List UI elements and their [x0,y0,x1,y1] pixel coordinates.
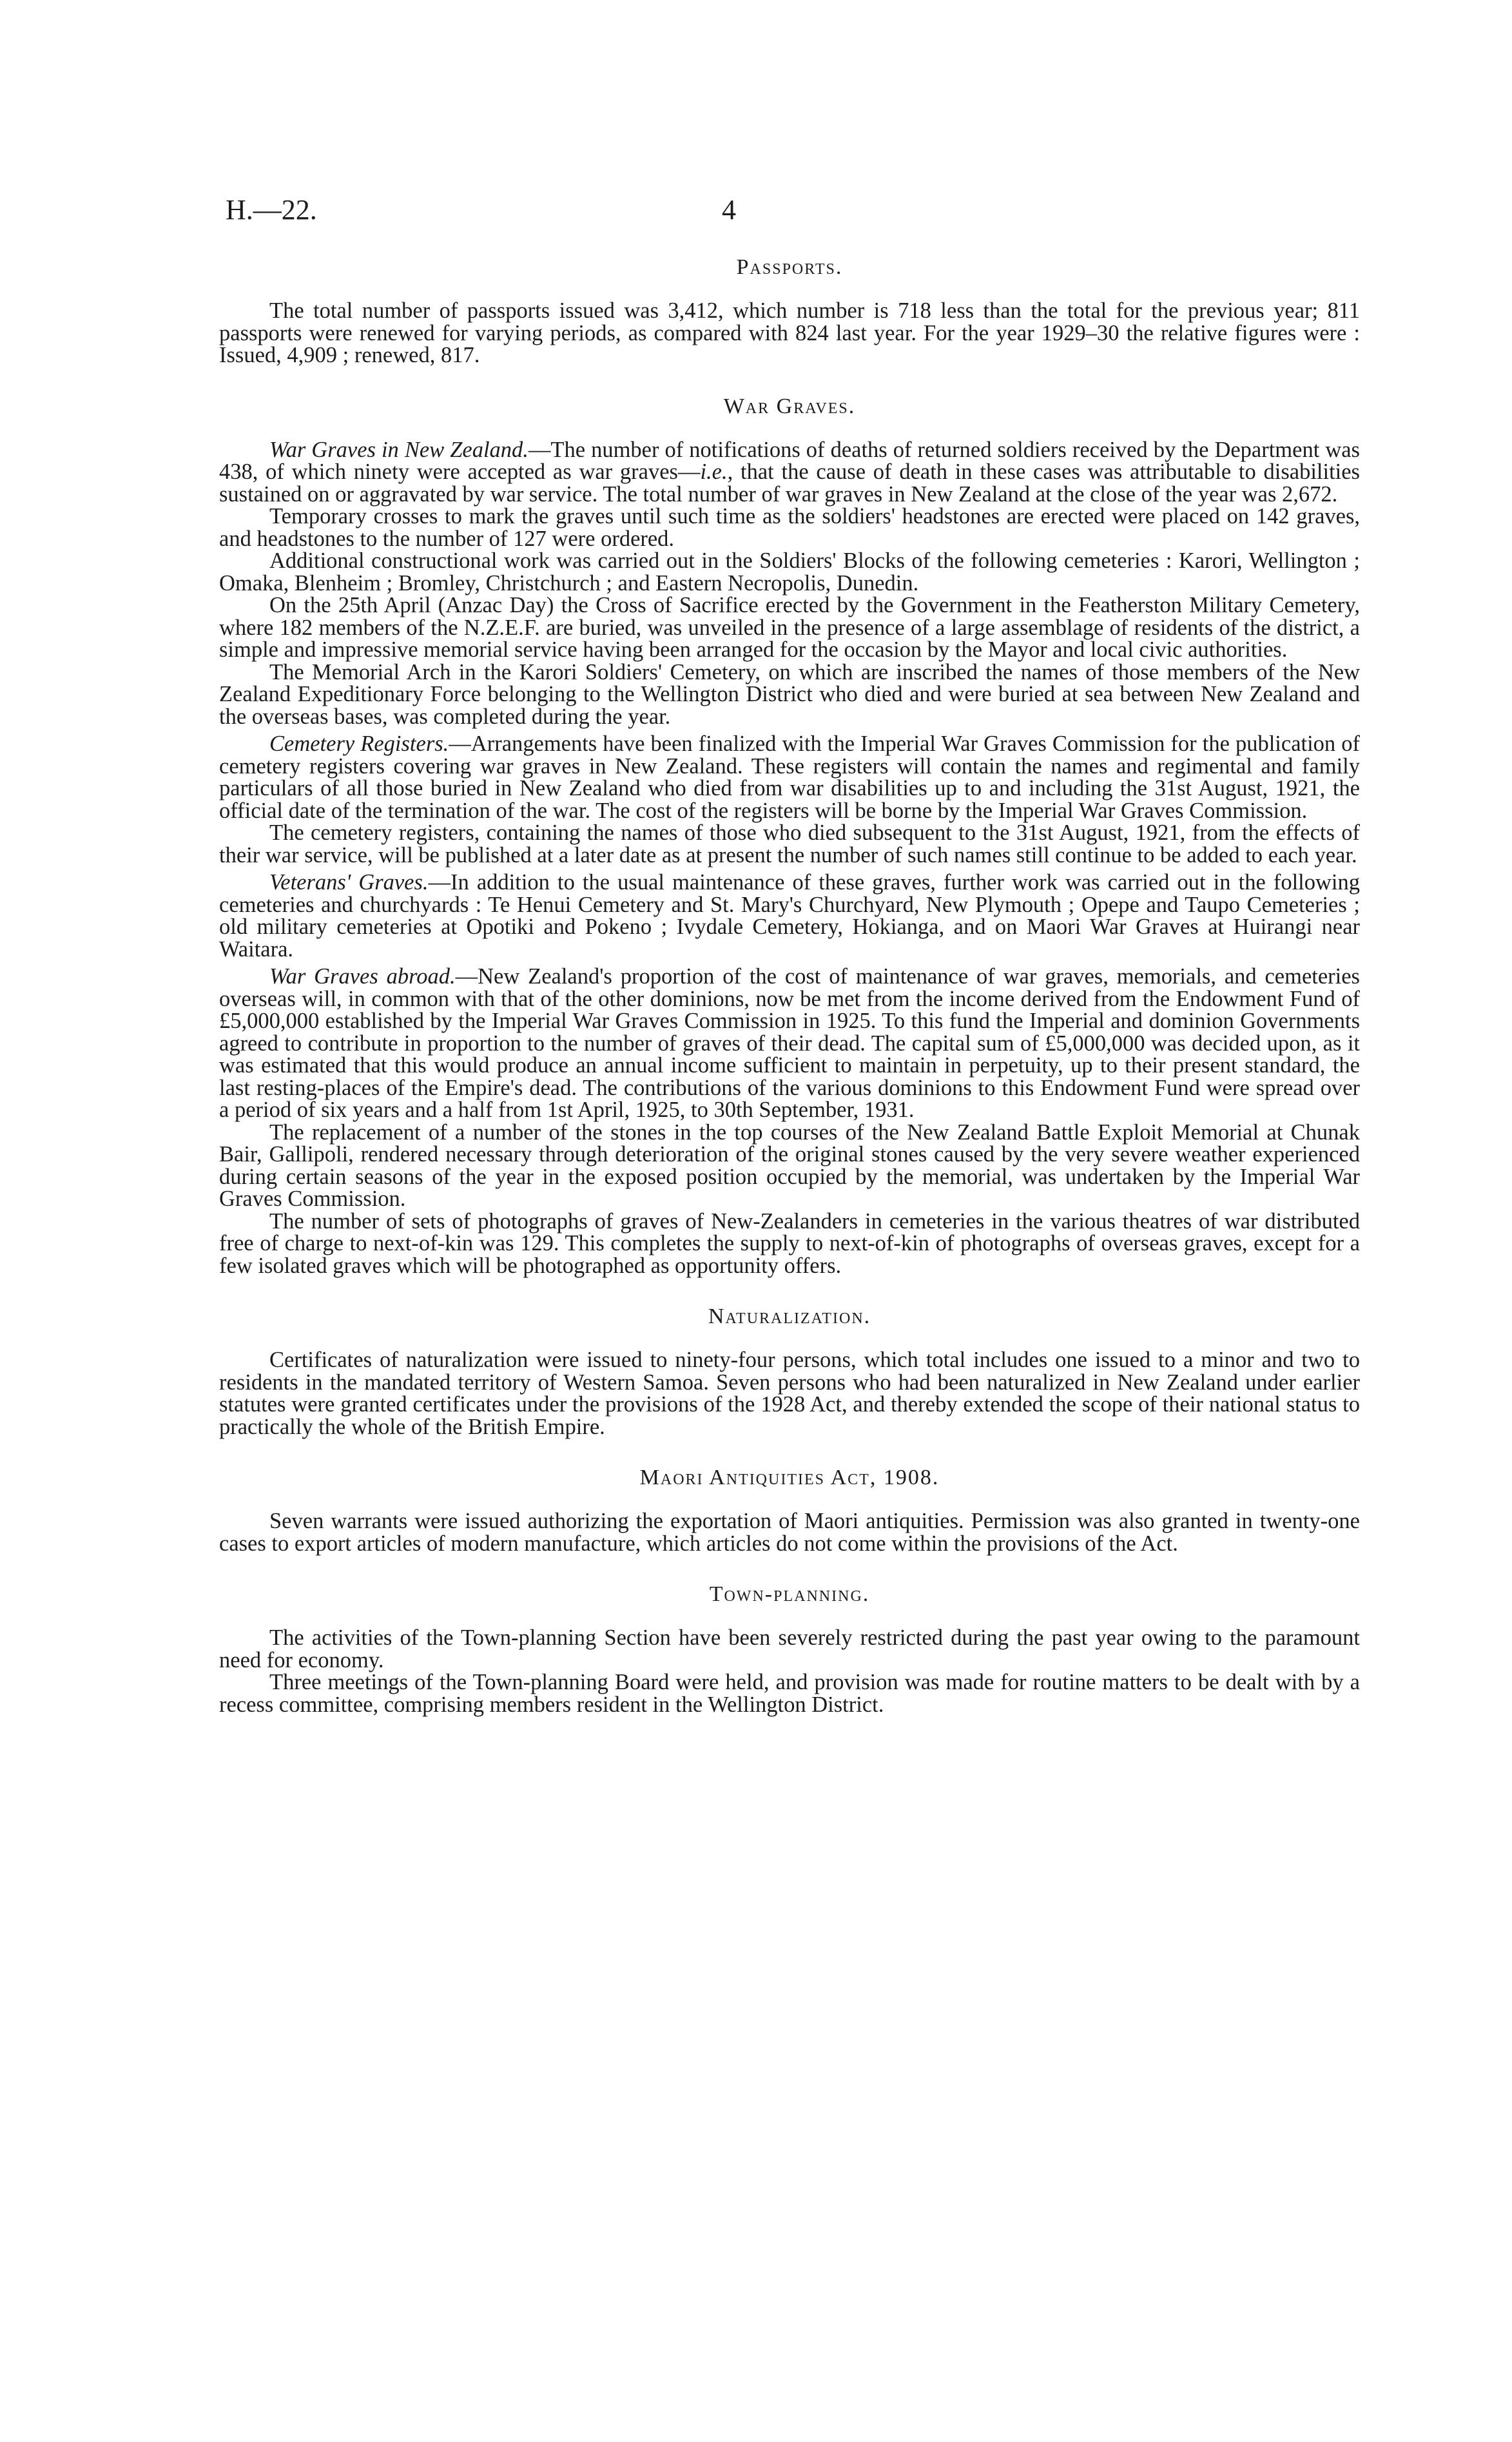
passports-paragraph: The total number of passports issued was 3,412, which number is 718 less than the total for the previous year; 811 passports were renewed for varying periods, as compared with 824 last year. For the year 1929–30 the relative figures were : Issued, 4,909 ; renewed, 817. [219,298,1360,367]
page-content [219,255,1360,1716]
subheading-cemetery-registers: Cemetery Registers. [269,732,449,756]
subheading-veterans-graves: Veterans' Graves. [269,870,429,895]
war-graves-paragraph-7: The cemetery registers, containing the names of those who died subsequent to the 31st August, 1921, from the effects of their war service, will be published at a later date as at present the number of such names still continue to be added to each year. [219,820,1360,867]
war-graves-paragraph-8: Veterans' Graves.—In addition to the usual maintenance of these graves, further work was carried out in the following cemeteries and churchyards : Te Henui Cemetery and St. Mary's Churchyard, New Plymouth ; Opepe and Taupo Cemeteries ; old military cemeteries at Opotiki and Pokeno ; Ivydale Cemetery, Hokianga, and on Maori War Graves at Huirangi near Waitara. [219,870,1360,962]
subheading-war-graves-new-zealand: War Graves in New Zealand. [269,437,528,462]
war-graves-paragraph-10: The replacement of a number of the stones in the top courses of the New Zealand Battle Exploit Memorial at Chunak Bair, Gallipoli, rendered necessary through deterioration of the original stones caused by the very severe weather experienced during certain seasons of the year in the exposed position occupied by the memorial, was undertaken by the Imperial War Graves Commission. [219,1119,1360,1211]
war-graves-paragraph-11: The number of sets of photographs of graves of New-Zealanders in cemeteries in the various theatres of war distributed free of charge to next-of-kin was 129. This completes the supply to next-of-kin of photographs of overseas graves, except for a few isolated graves which will be photographed as opportunity offers. [219,1208,1360,1278]
naturalization-paragraph: Certificates of naturalization were issued to ninety-four persons, which total includes one issued to a minor and two to residents in the mandated territory of Western Samoa. Seven persons who had been naturalized in New Zealand under earlier statutes were granted certificates under the provisions of the 1928 Act, and thereby extended the scope of their national status to practically the whole of the British Empire. [219,1348,1360,1439]
document-code: H.—22. [226,194,317,226]
section-heading-town-planning: Town-planning. [709,1582,870,1606]
subheading-war-graves-abroad: War Graves abroad. [269,964,456,989]
page-header [0,193,1512,232]
section-heading-maori-antiquities: Maori Antiquities Act, 1908. [639,1466,940,1489]
section-heading-war-graves: War Graves. [723,394,856,418]
town-planning-paragraph-1: The activities of the Town-planning Section have been severely restricted during the past year owing to the paramount need for economy. [219,1625,1360,1672]
war-graves-paragraph-9: War Graves abroad.—New Zealand's proportion of the cost of maintenance of war graves, memorials, and cemeteries overseas will, in common with that of the other dominions, now be met from the income derived from the Endowment Fund of £5,000,000 established by the Imperial War Graves Commission in 1925. To this fund the Imperial and dominion Governments agreed to contribute in proportion to the number of graves of their dead. The capital sum of £5,000,000 was decided upon, as it was estimated that this would produce an annual income sufficient to maintain in perpetuity, up to their present standard, the last resting-places of the Empire's dead. The contributions of the various dominions to this Endowment Fund were spread over a period of six years and a half from 1st April, 1925, to 30th September, 1931. [219,964,1360,1122]
section-heading-passports: Passports. [736,255,843,279]
war-graves-paragraph-5: The Memorial Arch in the Karori Soldiers' Cemetery, on which are inscribed the names of those members of the New Zealand Expeditionary Force belonging to the Wellington District who died and were buried at sea between New Zealand and the overseas bases, was completed during the year. [219,659,1360,729]
war-graves-paragraph-1: War Graves in New Zealand.—The number of notifications of deaths of returned soldiers received by the Department was 438, of which ninety were accepted as war graves—i.e., that the cause of death in these cases was attributable to disabilities sustained on or aggravated by war service. The total number of war graves in New Zealand at the close of the year was 2,672. [219,437,1360,507]
maori-antiquities-paragraph: Seven warrants were issued authorizing the exportation of Maori antiquities. Permission was also granted in twenty-one cases to export articles of modern manufacture, which articles do not come within the provisions of the Act. [219,1509,1360,1556]
war-graves-paragraph-3: Additional constructional work was carried out in the Soldiers' Blocks of the following cemeteries : Karori, Wellington ; Omaka, Blenheim ; Bromley, Christchurch ; and Eastern Necropolis, Dunedin. [219,548,1360,596]
war-graves-paragraph-2: Temporary crosses to mark the graves until such time as the soldiers' headstones are erected were placed on 142 graves, and headstones to the number of 127 were ordered. [219,504,1360,551]
war-graves-paragraph-4: On the 25th April (Anzac Day) the Cross of Sacrifice erected by the Government in the Featherston Military Cemetery, where 182 members of the N.Z.E.F. are buried, was unveiled in the presence of a large assemblage of residents of the district, a simple and impressive memorial service having been arranged for the occasion by the Mayor and local civic authorities. [219,593,1360,662]
section-heading-naturalization: Naturalization. [708,1304,871,1328]
town-planning-paragraph-2: Three meetings of the Town-planning Board were held, and provision was made for routine matters to be dealt with by a recess committee, comprising members resident in the Wellington District. [219,1670,1360,1717]
war-graves-paragraph-6: Cemetery Registers.—Arrangements have been finalized with the Imperial War Graves Commission for the publication of cemetery registers covering war graves in New Zealand. These registers will contain the names and regimental and family particulars of all those buried in New Zealand who died from war disabilities up to and including the 31st August, 1921, the official date of the termination of the war. The cost of the registers will be borne by the Imperial War Graves Commission. [219,732,1360,823]
page-number: 4 [722,194,736,226]
